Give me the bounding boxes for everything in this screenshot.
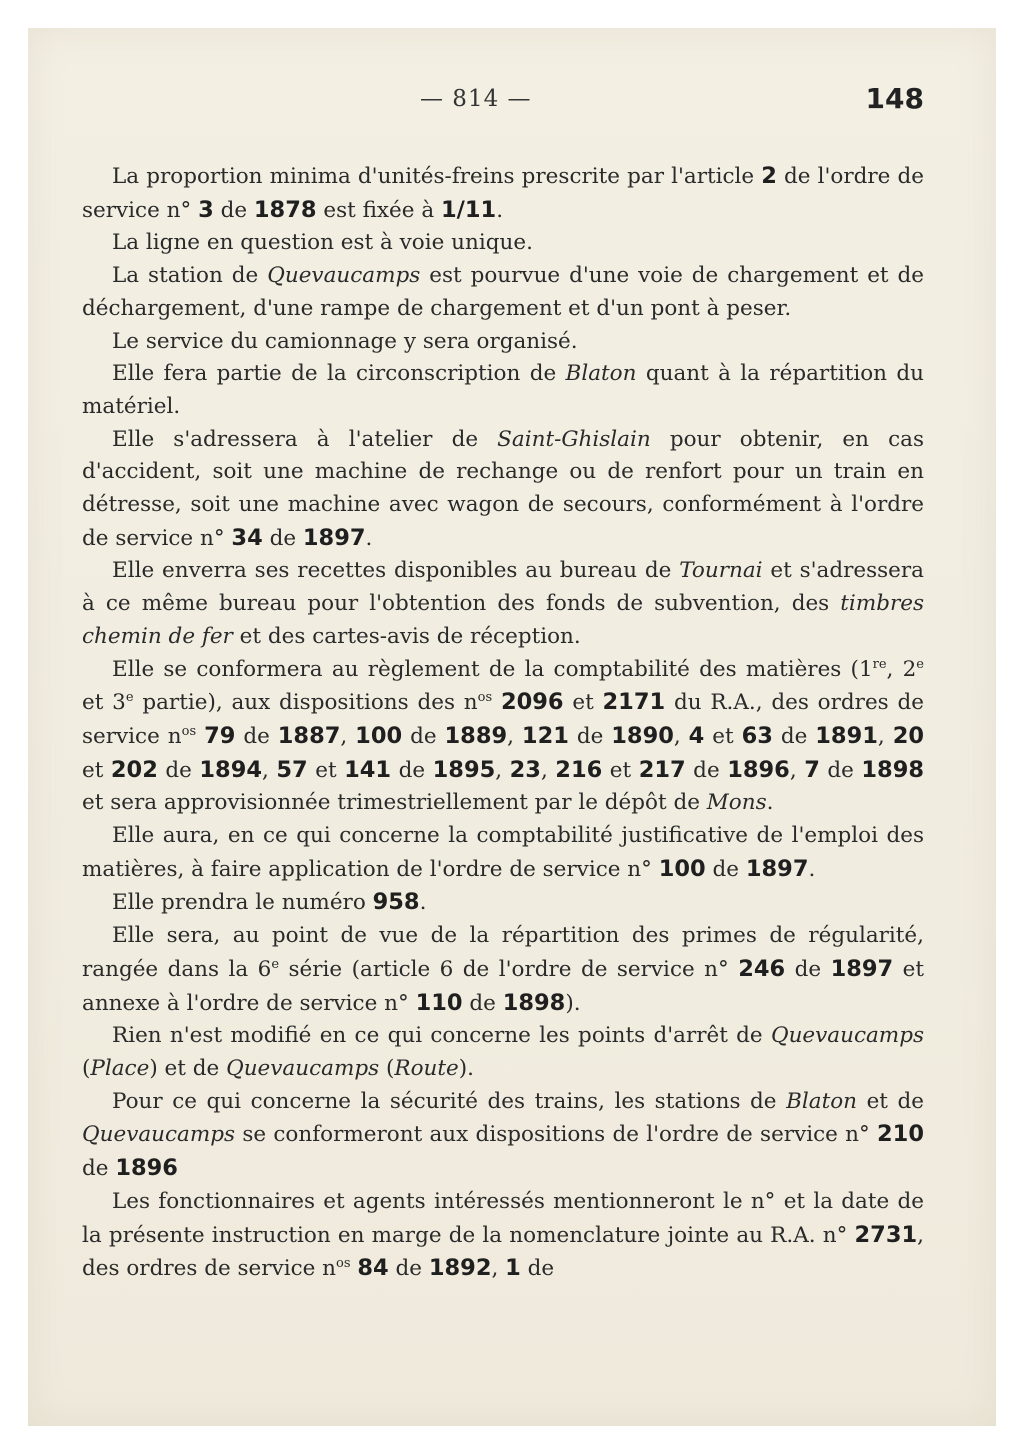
text-run: Le service du camionnage y sera organisé. bbox=[112, 328, 578, 354]
reference-number: 23 bbox=[509, 756, 541, 783]
text-run: et bbox=[602, 757, 639, 783]
paragraph bbox=[82, 227, 924, 260]
paragraph bbox=[82, 654, 924, 821]
text-run: et annexe à l'ordre de service n° bbox=[82, 956, 924, 1016]
reference-number: 1895 bbox=[432, 756, 496, 783]
paragraph bbox=[82, 424, 924, 556]
reference-number: 246 bbox=[738, 955, 786, 982]
paragraph bbox=[82, 1086, 924, 1186]
italic-term: Mons bbox=[706, 790, 767, 816]
reference-number: 84 bbox=[357, 1255, 389, 1282]
reference-number: 1 bbox=[505, 1255, 521, 1282]
text-run: et bbox=[704, 723, 742, 749]
reference-number: 100 bbox=[355, 722, 403, 749]
text-run: Elle se conformera au règlement de la comptabilité des matières (1 bbox=[112, 656, 873, 682]
italic-term: Quevaucamps bbox=[770, 1023, 924, 1049]
text-run: et bbox=[563, 690, 603, 716]
reference-number: 4 bbox=[688, 722, 705, 749]
paragraph bbox=[82, 1020, 924, 1085]
reference-number: 1890 bbox=[611, 722, 674, 749]
text-run: ( bbox=[379, 1055, 395, 1081]
paragraph bbox=[82, 1186, 924, 1286]
text-run: , bbox=[495, 757, 510, 783]
text-run: de bbox=[568, 723, 612, 749]
italic-term: Saint-Ghislain bbox=[497, 426, 651, 452]
text-run: , bbox=[789, 757, 805, 783]
text-run: de l'ordre de service n° bbox=[82, 164, 924, 223]
sheet-number: 148 bbox=[865, 82, 924, 115]
superscript: e bbox=[125, 690, 134, 706]
text-run: série (article 6 de l'ordre de service n° bbox=[279, 956, 739, 982]
reference-number: 3 bbox=[198, 196, 214, 223]
reference-number: 141 bbox=[344, 756, 392, 783]
reference-number: 1892 bbox=[428, 1255, 492, 1282]
reference-number: 121 bbox=[521, 722, 569, 749]
text-run: , bbox=[491, 1256, 506, 1282]
reference-number: 57 bbox=[276, 756, 308, 783]
paragraph bbox=[82, 326, 924, 359]
text-run: Pour ce qui concerne la sécurité des trains, les stations de bbox=[112, 1088, 787, 1114]
text-run: ( bbox=[82, 1055, 91, 1081]
text-run bbox=[196, 724, 204, 749]
text-run: , bbox=[340, 723, 356, 749]
reference-number: 1889 bbox=[444, 722, 508, 749]
text-run: , bbox=[507, 723, 522, 749]
text-run: de bbox=[157, 757, 200, 783]
paragraph bbox=[82, 160, 924, 227]
paragraph bbox=[82, 920, 924, 1020]
superscript: os bbox=[181, 723, 197, 739]
paragraph bbox=[82, 358, 924, 423]
document-page bbox=[28, 28, 996, 1426]
reference-number: 1897 bbox=[745, 855, 809, 882]
text-run: La station de bbox=[112, 263, 268, 289]
reference-number: 20 bbox=[892, 722, 924, 749]
reference-number: 1897 bbox=[830, 955, 894, 982]
text-run: . bbox=[496, 197, 504, 223]
text-run: de bbox=[520, 1256, 555, 1282]
text-run: , bbox=[673, 723, 689, 749]
paragraph bbox=[82, 555, 924, 653]
reference-number: 2171 bbox=[602, 689, 666, 716]
italic-term: timbres chemin de fer bbox=[82, 591, 924, 649]
text-run: et de bbox=[857, 1088, 924, 1114]
text-run: ). bbox=[565, 990, 581, 1016]
text-run: pour obtenir, en cas d'accident, soit une machine de rechange ou de renfort pour un train en détresse, soit une machine avec wagon de secours, conformément à l'ordre de service n° bbox=[82, 426, 924, 551]
reference-number: 2 bbox=[761, 163, 777, 189]
text-run: et 3 bbox=[82, 690, 126, 716]
text-run bbox=[492, 690, 501, 715]
paragraph bbox=[82, 820, 924, 886]
text-run: de bbox=[772, 723, 816, 749]
text-run: de bbox=[391, 757, 433, 783]
text-run: et bbox=[307, 757, 345, 783]
text-run: La ligne en question est à voie unique. bbox=[112, 230, 533, 256]
reference-number: 1891 bbox=[815, 722, 878, 749]
text-run: Les fonctionnaires et agents intéressés mentionneront le n° et la date de la présente instruction en marge de la nomenclature jointe au R.A. n° bbox=[82, 1188, 924, 1248]
superscript: os bbox=[477, 690, 493, 706]
text-run: , bbox=[262, 757, 277, 783]
reference-number: 7 bbox=[804, 756, 820, 783]
text-run: La proportion minima d'unités-freins prescrite par l'article bbox=[112, 164, 762, 189]
reference-number: 1897 bbox=[302, 524, 366, 551]
reference-number: 1898 bbox=[502, 989, 566, 1016]
italic-term: Quevaucamps bbox=[267, 263, 421, 289]
text-run: de bbox=[235, 723, 278, 749]
italic-term: Blaton bbox=[565, 361, 637, 387]
reference-number: 2731 bbox=[854, 1221, 918, 1248]
italic-term: Place bbox=[90, 1055, 150, 1081]
superscript: e bbox=[271, 956, 280, 972]
text-run: Elle s'adressera à l'atelier de bbox=[112, 426, 498, 452]
superscript: e bbox=[916, 656, 924, 672]
text-run: ) et de bbox=[149, 1055, 227, 1081]
text-run: de bbox=[213, 197, 254, 223]
reference-number: 1/11 bbox=[441, 196, 497, 223]
reference-number: 1887 bbox=[277, 722, 341, 749]
reference-number: 79 bbox=[204, 722, 236, 749]
text-run: , 2 bbox=[886, 656, 917, 682]
text-run: est pourvue d'une voie de chargement et de déchargement, d'une rampe de chargement et d'un pont à peser. bbox=[82, 263, 924, 321]
reference-number: 210 bbox=[877, 1121, 924, 1148]
reference-number: 1898 bbox=[861, 756, 925, 783]
page-number: — 814 — bbox=[420, 86, 532, 112]
text-run: Elle sera, au point de vue de la répartition des primes de régularité, rangée dans la 6 bbox=[82, 923, 924, 982]
text-run: est fixée à bbox=[316, 197, 441, 223]
text-run: , bbox=[877, 723, 893, 749]
text-run: Rien n'est modifié en ce qui concerne les points d'arrêt de bbox=[112, 1023, 771, 1049]
text-run: Elle aura, en ce qui concerne la comptabilité justificative de l'emploi des matières, à faire application de l'ordre de service n° bbox=[82, 823, 924, 882]
reference-number: 2096 bbox=[500, 689, 564, 716]
text-run: de bbox=[819, 757, 862, 783]
text-run: . bbox=[766, 790, 774, 816]
reference-number: 202 bbox=[110, 756, 158, 783]
reference-number: 1896 bbox=[727, 756, 790, 783]
text-run: , des ordres de service n bbox=[82, 1222, 924, 1282]
reference-number: 958 bbox=[372, 889, 420, 916]
text-run: et s'adressera à ce même bureau pour l'obtention des fonds de subvention, des bbox=[82, 558, 924, 617]
text-run: Elle enverra ses recettes disponibles au bureau de bbox=[112, 558, 680, 584]
text-run: de bbox=[262, 525, 303, 551]
text-run: ). bbox=[458, 1055, 474, 1081]
reference-number: 34 bbox=[231, 524, 263, 551]
text-run: de bbox=[388, 1256, 429, 1282]
text-run: du R.A., des ordres de service n bbox=[82, 690, 924, 749]
reference-number: 63 bbox=[741, 722, 773, 749]
text-run: Elle fera partie de la circonscription de bbox=[112, 361, 566, 387]
reference-number: 1896 bbox=[115, 1155, 178, 1182]
reference-number: 110 bbox=[415, 989, 463, 1016]
italic-term: Quevaucamps bbox=[226, 1055, 380, 1081]
reference-number: 217 bbox=[638, 756, 686, 783]
page-header bbox=[28, 82, 996, 126]
text-run: . bbox=[419, 890, 427, 916]
italic-term: Tournai bbox=[679, 558, 763, 584]
text-run: quant à la répartition du matériel. bbox=[82, 361, 924, 419]
text-run: de bbox=[462, 990, 503, 1016]
text-run: . bbox=[808, 856, 816, 882]
text-run: de bbox=[82, 1156, 116, 1182]
reference-number: 216 bbox=[555, 756, 603, 783]
text-run: de bbox=[785, 956, 831, 982]
paragraph bbox=[82, 260, 924, 325]
text-run: de bbox=[685, 757, 728, 783]
body-text bbox=[82, 160, 924, 1286]
text-run: . bbox=[365, 525, 373, 551]
text-run: de bbox=[402, 723, 445, 749]
reference-number: 1894 bbox=[199, 756, 263, 783]
reference-number: 100 bbox=[658, 855, 706, 882]
italic-term: Blaton bbox=[786, 1088, 858, 1114]
text-run: et bbox=[82, 757, 111, 783]
text-run: de bbox=[705, 856, 746, 882]
paragraph bbox=[82, 886, 924, 920]
text-run: et sera approvisionnée trimestriellement par le dépôt de bbox=[82, 790, 707, 816]
superscript: re bbox=[872, 656, 887, 672]
text-run: partie), aux dispositions des n bbox=[133, 690, 478, 716]
text-run: et des cartes-avis de réception. bbox=[232, 623, 581, 649]
reference-number: 1878 bbox=[253, 196, 317, 223]
superscript: os bbox=[336, 1256, 351, 1272]
text-run: , bbox=[540, 757, 556, 783]
italic-term: Route bbox=[394, 1055, 459, 1081]
text-run: se conformeront aux dispositions de l'ordre de service n° bbox=[235, 1122, 878, 1148]
text-run: Elle prendra le numéro bbox=[112, 890, 373, 916]
italic-term: Quevaucamps bbox=[82, 1122, 236, 1148]
